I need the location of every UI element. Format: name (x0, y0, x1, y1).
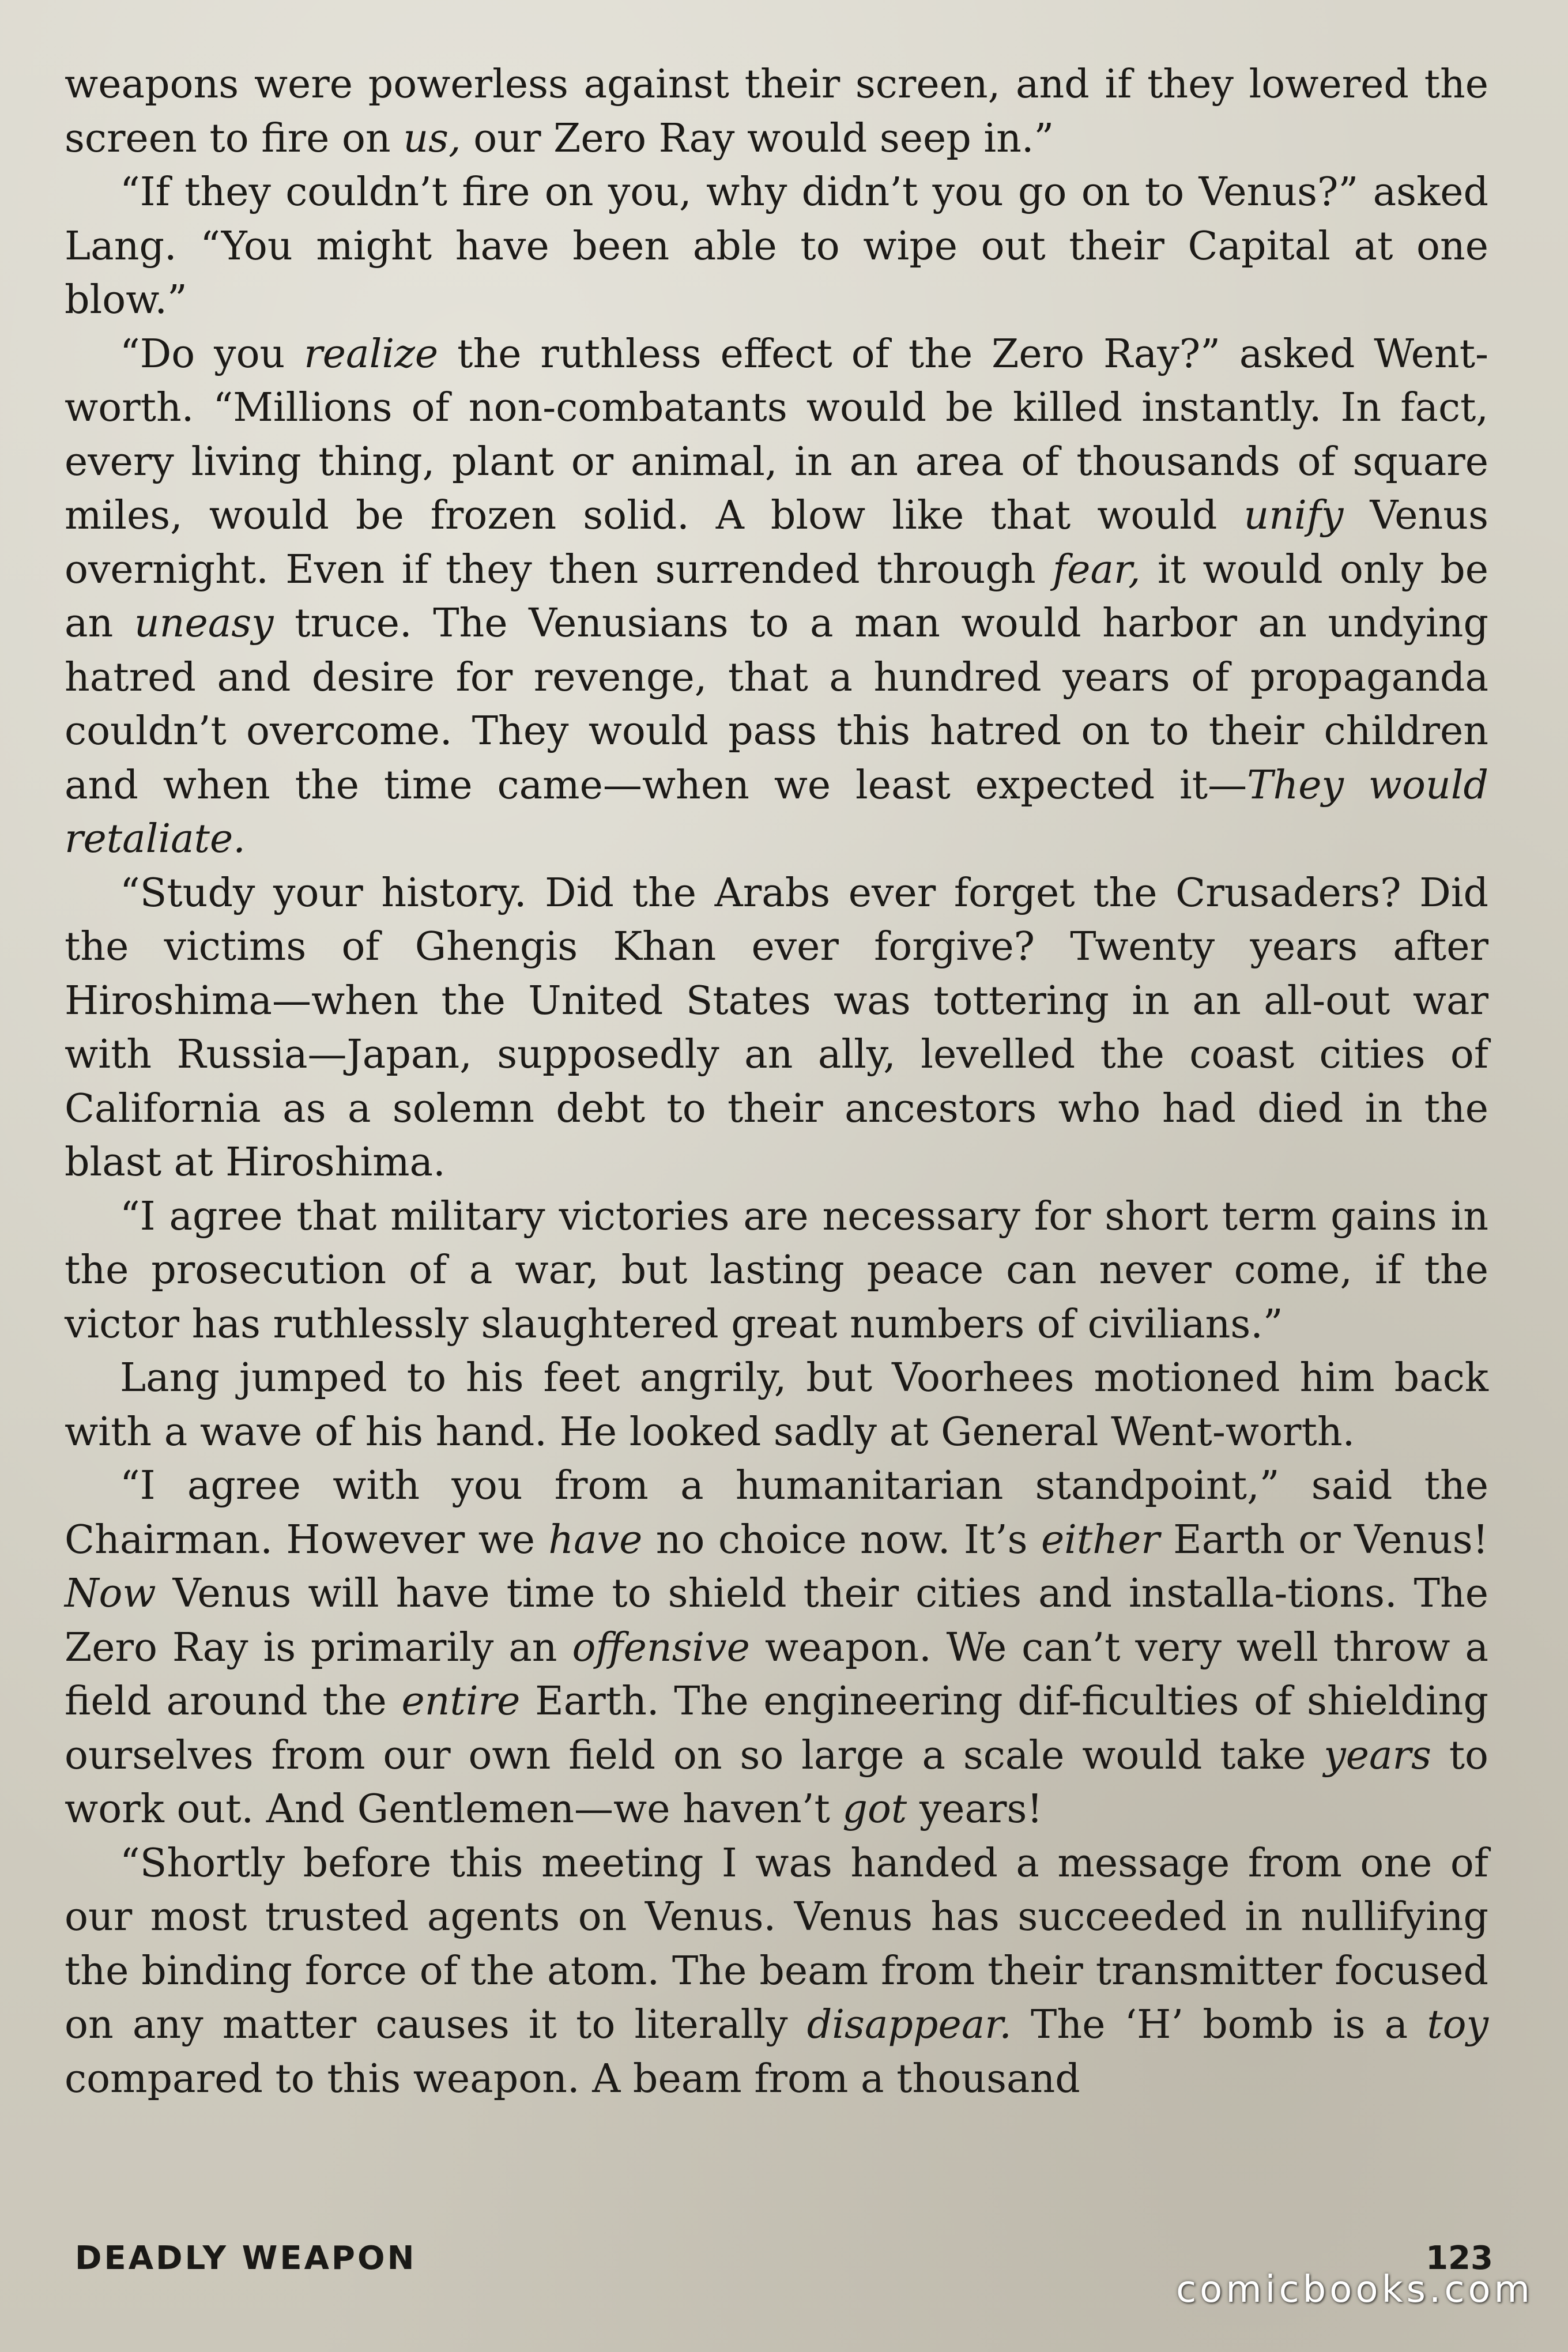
text-run: Earth or Venus! (1159, 1517, 1489, 1563)
italic-text: unify (1243, 493, 1344, 538)
italic-text: offensive (572, 1624, 750, 1671)
text-run: Earth. The engineering dif-ficulties of shielding ourselves from our own field on so large a scale would take (65, 1679, 1488, 1778)
italic-text: realize (304, 331, 439, 377)
paragraph (65, 327, 1488, 866)
italic-text: either (1041, 1517, 1160, 1563)
text-run: to work out. And Gentlemen—we haven’t (65, 1732, 1488, 1832)
text-run: weapon. We can’t very well throw a field around the (65, 1624, 1488, 1724)
italic-text: us, (403, 115, 461, 161)
body-text (65, 58, 1488, 2106)
text-run: Venus will have time to shield their cities and installa-tions. The Zero Ray is primarily an (65, 1571, 1488, 1671)
text-run: Venus overnight. Even if they then surrended through (65, 493, 1488, 593)
text-run: truce. The Venusians to a man would harbor an undying hatred and desire for revenge, that a hundred years of propaganda couldn’t overcome. They would pass this hatred on to their children and when the time came—when we least expected it— (65, 601, 1488, 808)
text-run: compared to this weapon. A beam from a thousand (65, 2056, 1080, 2102)
text-run: years! (907, 1786, 1043, 1832)
text-run: no choice now. It’s (642, 1517, 1041, 1563)
running-footer-title: DEADLY WEAPON (75, 2240, 417, 2277)
text-run: weapons were powerless against their screen, and if they lowered the screen to fire on (65, 62, 1488, 161)
italic-text: Now (65, 1571, 156, 1616)
paragraph (65, 165, 1488, 327)
text-run: Lang jumped to his feet angrily, but Voorhees motioned him back with a wave of his hand. He looked sadly at General Went-worth. (65, 1355, 1488, 1455)
italic-text: have (548, 1517, 643, 1563)
text-run: “I agree with you from a humanitarian standpoint,” said the Chairman. However we (65, 1463, 1488, 1563)
italic-text: uneasy (134, 601, 274, 646)
text-run: “Study your history. Did the Arabs ever forget the Crusaders? Did the victims of Ghengis Khan ever forgive? Twenty years after Hiroshima—when the United States was tottering in an all-out war with Russia—Japan, supposedly an ally, levelled the coast cities of California as a solemn debt to their ancestors who had died in the blast at Hiroshima. (65, 870, 1488, 1185)
text-run: “I agree that military victories are necessary for short term gains in the prosecution of a war, but lasting peace can never come, if the victor has ruthlessly slaughtered great numbers of civilians.” (65, 1193, 1488, 1347)
italic-text: toy (1427, 2002, 1488, 2048)
paragraph (65, 866, 1488, 1190)
text-run: The ‘H’ bomb is a (1011, 2002, 1427, 2048)
paragraph (65, 1351, 1488, 1459)
italic-text: fear, (1053, 546, 1141, 593)
italic-text: disappear. (806, 2002, 1012, 2048)
italic-text: entire (401, 1679, 521, 1724)
page-number: 123 (1426, 2240, 1493, 2277)
paragraph (65, 1190, 1488, 1352)
text-run: “If they couldn’t fire on you, why didn’t you go on to Venus?” asked Lang. “You might have been able to wipe out their Capital at one blow.” (65, 169, 1488, 323)
text-run: it would only be an (65, 546, 1488, 646)
italic-text: years (1324, 1732, 1431, 1778)
text-run: the ruthless effect of the Zero Ray?” asked Went-worth. “Millions of non-combatants would be killed instantly. In fact, every living thing, plant or animal, in an area of thousands of square miles, would be frozen solid. A blow like that would (65, 331, 1488, 538)
text-run: “Do you (120, 331, 304, 377)
watermark-text: comicbooks.com (1175, 2268, 1533, 2311)
paragraph (65, 1459, 1488, 1837)
italic-text: They would retaliate. (65, 762, 1488, 862)
italic-text: got (842, 1786, 907, 1832)
paragraph (65, 1837, 1488, 2106)
text-run: our Zero Ray would seep in.” (461, 115, 1054, 161)
paragraph (65, 58, 1488, 165)
text-run: “Shortly before this meeting I was handed a message from one of our most trusted agents on Venus. Venus has succeeded in nullifying the binding force of the atom. The beam from their transmitter focused on any matter causes it to literally (65, 1840, 1488, 2048)
